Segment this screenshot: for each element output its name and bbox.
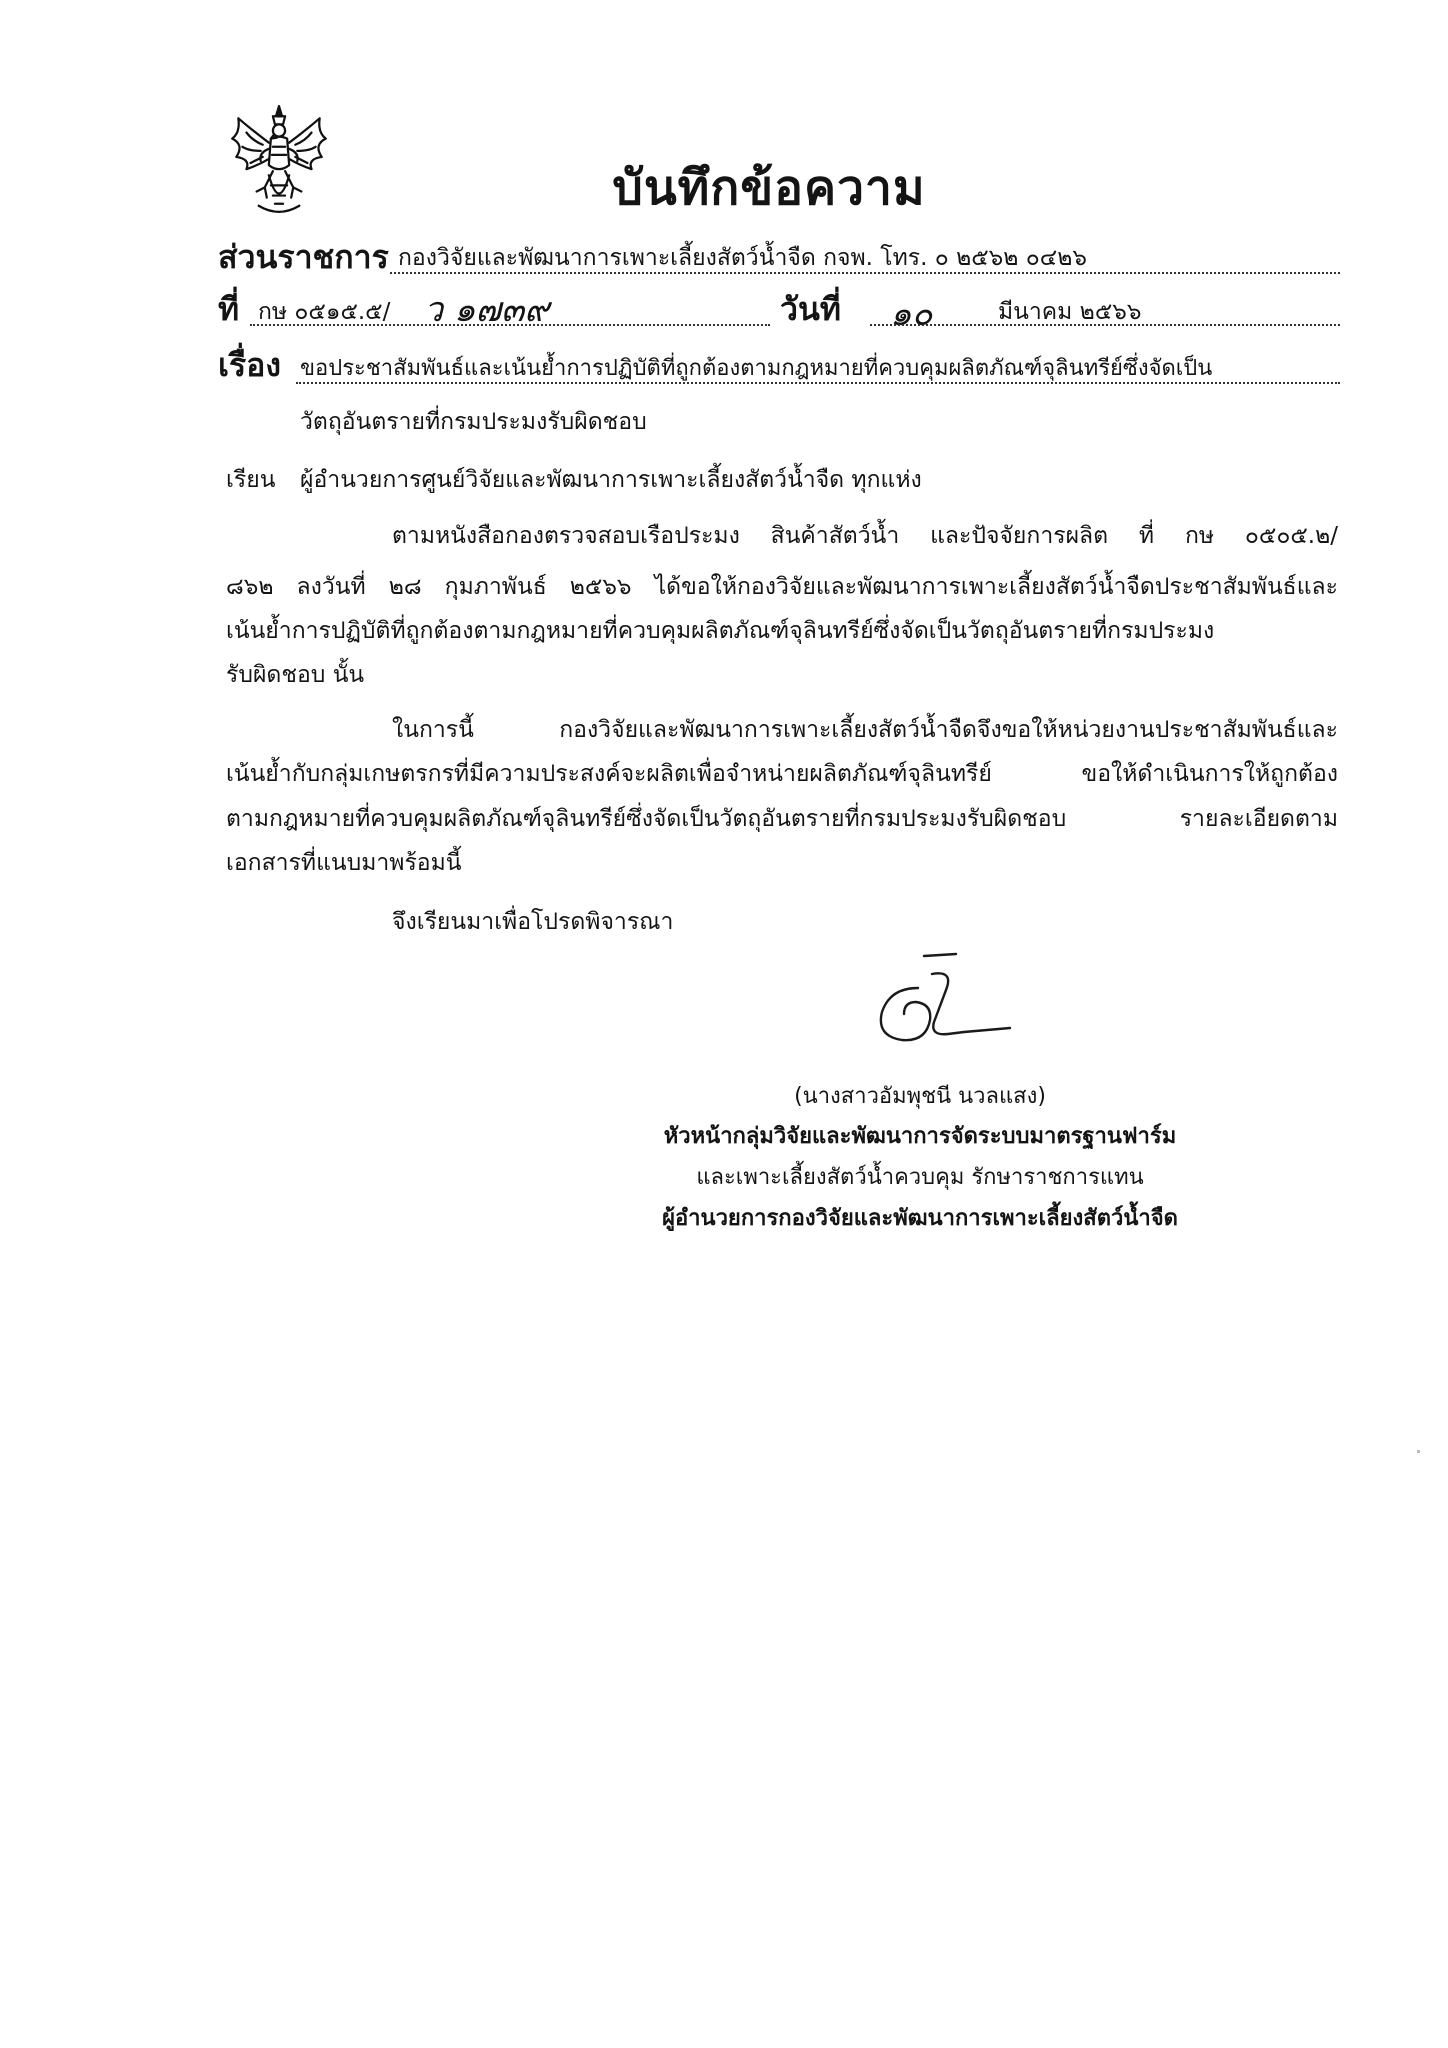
date-day-handwritten: ๑๐	[890, 294, 933, 334]
closing-text: จึงเรียนมาเพื่อโปรดพิจารณา	[392, 909, 674, 935]
signatory-position-1: หัวหน้ากลุ่มวิจัยและพัฒนาการจัดระบบมาตรฐานฟาร์ม	[663, 1124, 1177, 1149]
date-dotted-line	[870, 324, 1340, 326]
subject-label: เรื่อง	[218, 346, 281, 384]
scan-speck	[1417, 1450, 1420, 1453]
salutation-recipient: ผู้อำนวยการศูนย์วิจัยและพัฒนาการเพาะเลี้ยงสัตว์น้ำจืด ทุกแห่ง	[300, 467, 922, 493]
para2-line-1: ในการนี้ กองวิจัยและพัฒนาการเพาะเลี้ยงสัตว์น้ำจืดจึงขอให้หน่วยงานประชาสัมพันธ์และ	[392, 717, 1338, 743]
para2-line-4: เอกสารที่แนบมาพร้อมนี้	[226, 850, 462, 876]
agency-value: กองวิจัยและพัฒนาการเพาะเลี้ยงสัตว์น้ำจืด กจพ. โทร. ๐ ๒๕๖๒ ๐๔๒๖	[398, 245, 1087, 271]
date-label: วันที่	[780, 290, 841, 328]
para1-line-3: เน้นย้ำการปฏิบัติที่ถูกต้องตามกฎหมายที่ควบคุมผลิตภัณฑ์จุลินทรีย์ซึ่งจัดเป็นวัตถุอันตรายที่กรมประมง	[226, 618, 1215, 644]
ref-dotted-line	[250, 324, 770, 326]
para1-line-4: รับผิดชอบ นั้น	[226, 662, 365, 688]
signatory-position-2: และเพาะเลี้ยงสัตว์น้ำควบคุม รักษาราชการแทน	[696, 1165, 1144, 1190]
ref-value: กษ ๐๕๑๕.๕/	[258, 299, 391, 325]
para1-line-2: ๘๖๒ ลงวันที่ ๒๘ กุมภาพันธ์ ๒๕๖๖ ได้ขอให้กองวิจัยและพัฒนาการเพาะเลี้ยงสัตว์น้ำจืดประชาสัมพันธ์และ	[226, 574, 1338, 600]
salutation-label: เรียน	[226, 467, 276, 493]
document-title: บันทึกข้อความ	[612, 160, 926, 216]
signature	[860, 948, 1030, 1068]
subject-line-2: วัตถุอันตรายที่กรมประมงรับผิดชอบ	[300, 409, 647, 435]
signatory-position-3: ผู้อำนวยการกองวิจัยและพัฒนาการเพาะเลี้ยงสัตว์น้ำจืด	[662, 1206, 1178, 1231]
subject-line-1: ขอประชาสัมพันธ์และเน้นย้ำการปฏิบัติที่ถูกต้องตามกฎหมายที่ควบคุมผลิตภัณฑ์จุลินทรีย์ซึ่งจัดเป็น	[300, 356, 1213, 381]
para1-line-1: ตามหนังสือกองตรวจสอบเรือประมง สินค้าสัตว์น้ำ และปัจจัยการผลิต ที่ กษ ๐๕๐๕.๒/	[392, 523, 1338, 549]
agency-dotted-line	[390, 272, 1340, 274]
subject-dotted-line	[296, 382, 1340, 384]
date-value: มีนาคม ๒๕๖๖	[998, 299, 1142, 325]
para2-line-2: เน้นย้ำกับกลุ่มเกษตรกรที่มีความประสงค์จะผลิตเพื่อจำหน่ายผลิตภัณฑ์จุลินทรีย์ ขอให้ดำเนินการให้ถูกต้อง	[226, 761, 1338, 787]
ref-number-handwritten: ว ๑๗๓๙	[424, 290, 550, 330]
para2-line-3: ตามกฎหมายที่ควบคุมผลิตภัณฑ์จุลินทรีย์ซึ่งจัดเป็นวัตถุอันตรายที่กรมประมงรับผิดชอบ รายละเอียดตาม	[226, 806, 1338, 832]
signatory-name: (นางสาวอัมพุชนี นวลแสง)	[794, 1084, 1046, 1109]
agency-label: ส่วนราชการ	[218, 238, 389, 276]
ref-label: ที่	[218, 290, 240, 328]
